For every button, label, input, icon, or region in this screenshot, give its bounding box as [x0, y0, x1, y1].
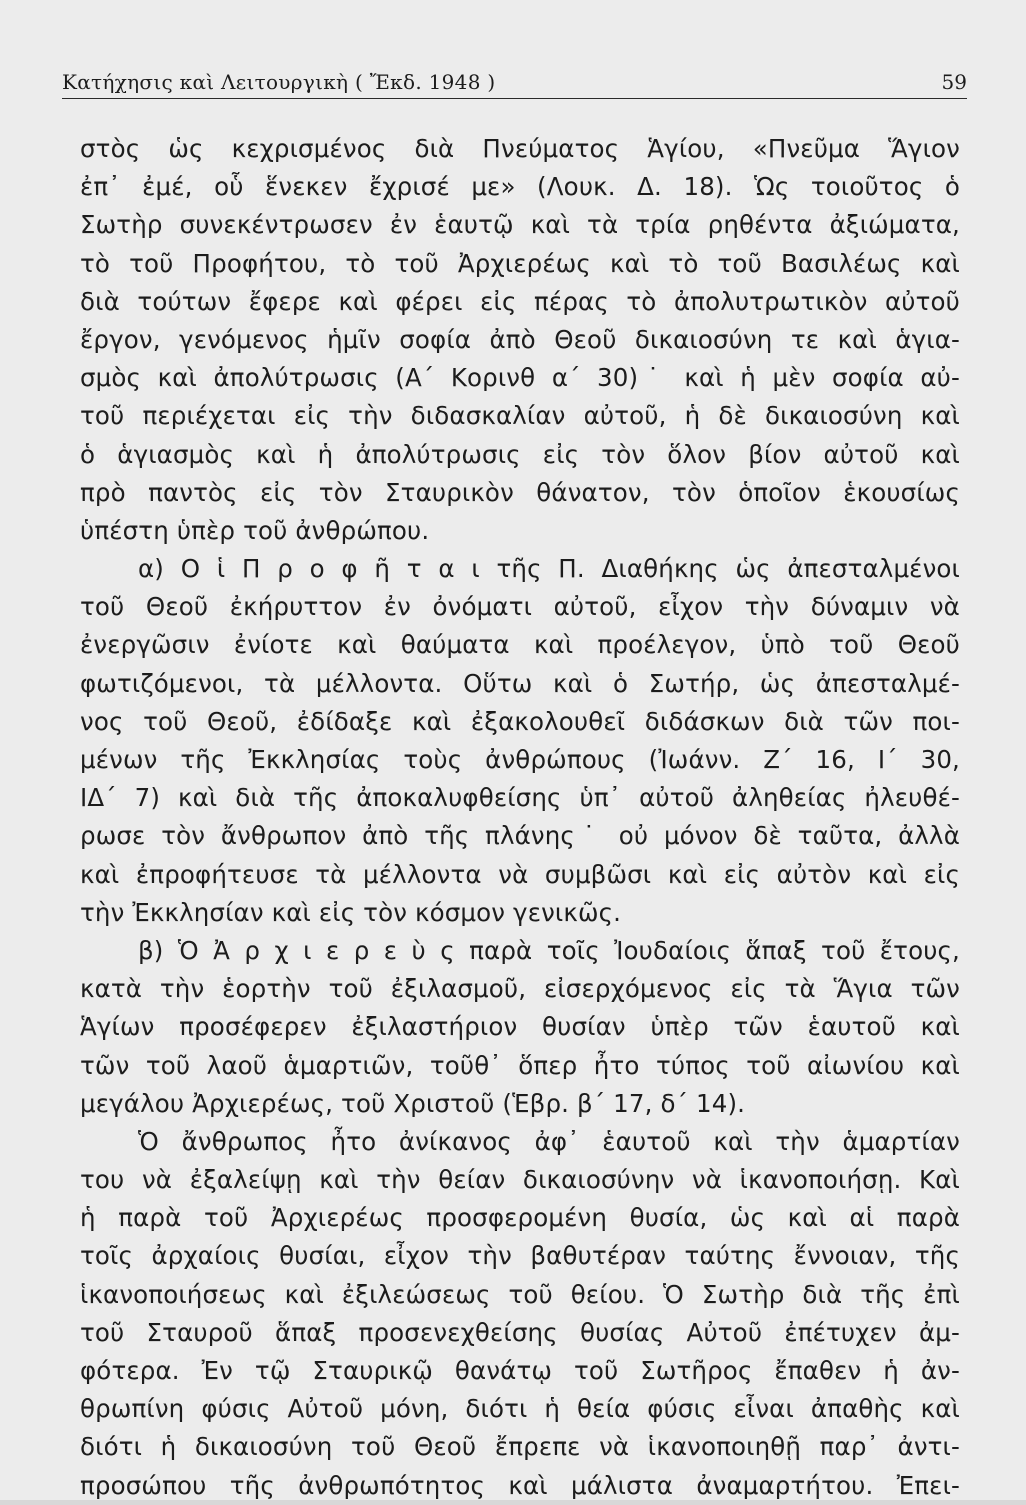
text-line: ἡ παρὰ τοῦ Ἀρχιερέως προσφερομένη θυσία, ὡς καὶ αἱ παρὰ [80, 1203, 960, 1233]
text-line: α) Ο ἱ Π ρ ο φ ῆ τ α ι τῆς Π. Διαθήκης ὡς ἀπεσταλμένοι [138, 554, 960, 584]
text-line: κατὰ τὴν ἑορτὴν τοῦ ἐξιλασμοῦ, εἰσερχόμενος εἰς τὰ Ἅγια τῶν [80, 974, 960, 1004]
text-line: τῶν τοῦ λαοῦ ἁμαρτιῶν, τοῦθ᾽ ὅπερ ἦτο τύπος τοῦ αἰωνίου καὶ [80, 1050, 960, 1080]
body-text [80, 130, 960, 1505]
text-line: ρωσε τὸν ἄνθρωπον ἀπὸ τῆς πλάνης˙ οὐ μόνον δὲ ταῦτα, ἀλλὰ [80, 821, 960, 851]
text-line: ἐπ᾽ ἐμέ, οὗ ἕνεκεν ἔχρισέ με» (Λουκ. Δ. 18). Ὡς τοιοῦτος ὁ [80, 172, 960, 202]
text-line: θρωπίνη φύσις Αὐτοῦ μόνη, διότι ἡ θεία φύσις εἶναι ἀπαθὴς καὶ [80, 1394, 960, 1424]
text-line: φότερα. Ἐν τῷ Σταυρικῷ θανάτῳ τοῦ Σωτῆρος ἔπαθεν ἡ ἀν- [80, 1356, 960, 1385]
text-line: μένων τῆς Ἐκκλησίας τοὺς ἀνθρώπους (Ἰωάνν. Ζ΄ 16, Ι΄ 30, [80, 745, 960, 774]
text-line: β) Ὁ Ἀ ρ χ ι ε ρ ε ὺ ς παρὰ τοῖς Ἰουδαίοις ἅπαξ τοῦ ἔτους, [138, 935, 960, 965]
text-line: προσώπου τῆς ἀνθρωπότητος καὶ μάλιστα ἀναμαρτήτου. Ἐπει- [80, 1470, 960, 1500]
text-line: τοῦ περιέχεται εἰς τὴν διδασκαλίαν αὐτοῦ, ἡ δὲ δικαιοσύνη καὶ [80, 401, 960, 431]
text-line: σμὸς καὶ ἀπολύτρωσις (Α΄ Κορινθ α΄ 30)˙ καὶ ἡ μὲν σοφία αὐ- [80, 363, 960, 393]
text-line: ἐνεργῶσιν ἐνίοτε καὶ θαύματα καὶ προέλεγον, ὑπὸ τοῦ Θεοῦ [80, 630, 960, 660]
text-line: τοῦ Σταυροῦ ἅπαξ προσενεχθείσης θυσίας Αὐτοῦ ἐπέτυχεν ἀμ- [80, 1317, 960, 1347]
page-number: 59 [941, 70, 967, 94]
text-line: τοῖς ἀρχαίοις θυσίαι, εἶχον τὴν βαθυτέραν ταύτης ἔννοιαν, τῆς [80, 1241, 960, 1271]
running-title: Κατήχησις καὶ Λειτουργικὴ ( Ἔκδ. 1948 ) [62, 70, 496, 94]
text-line: τὸ τοῦ Προφήτου, τὸ τοῦ Ἀρχιερέως καὶ τὸ τοῦ Βασιλέως καὶ [80, 248, 960, 278]
text-line: Ἁγίων προσέφερεν ἐξιλαστήριον θυσίαν ὑπὲρ τῶν ἑαυτοῦ καὶ [80, 1012, 960, 1042]
text-line: τοῦ Θεοῦ ἐκήρυττον ἐν ὀνόματι αὐτοῦ, εἶχον τὴν δύναμιν νὰ [80, 592, 960, 622]
text-line: φωτιζόμενοι, τὰ μέλλοντα. Οὕτω καὶ ὁ Σωτήρ, ὡς ἀπεσταλμέ- [80, 668, 960, 698]
text-line: διὰ τούτων ἔφερε καὶ φέρει εἰς πέρας τὸ ἀπολυτρωτικὸν αὐτοῦ [80, 286, 960, 316]
text-line: του νὰ ἐξαλείψῃ καὶ τὴν θείαν δικαιοσύνην νὰ ἱκανοποιήσῃ. Καὶ [80, 1165, 960, 1195]
text-line: νος τοῦ Θεοῦ, ἐδίδαξε καὶ ἐξακολουθεῖ διδάσκων διὰ τῶν ποι- [80, 706, 960, 736]
text-line: ὑπέστη ὑπὲρ τοῦ ἀνθρώπου. [80, 515, 430, 545]
text-line: πρὸ παντὸς εἰς τὸν Σταυρικὸν θάνατον, τὸν ὁποῖον ἑκουσίως [80, 477, 960, 507]
text-line: ἱκανοποιήσεως καὶ ἐξιλεώσεως τοῦ θείου. Ὁ Σωτὴρ διὰ τῆς ἐπὶ [80, 1279, 960, 1309]
text-line: μεγάλου Ἀρχιερέως, τοῦ Χριστοῦ (Ἑβρ. β΄ 17, δ΄ 14). [80, 1088, 746, 1118]
text-line: Ὁ ἄνθρωπος ἦτο ἀνίκανος ἀφ᾽ ἑαυτοῦ καὶ τὴν ἁμαρτίαν [138, 1126, 960, 1156]
text-line: στὸς ὡς κεχρισμένος διὰ Πνεύματος Ἁγίου, «Πνεῦμα Ἅγιον [80, 134, 960, 163]
text-line: διότι ἡ δικαιοσύνη τοῦ Θεοῦ ἔπρεπε νὰ ἱκανοποιηθῇ παρ᾽ ἀντι- [80, 1432, 960, 1462]
page-header [62, 66, 967, 99]
text-line: καὶ ἐπροφήτευσε τὰ μέλλοντα νὰ συμβῶσι καὶ εἰς αὐτὸν καὶ εἰς [80, 859, 960, 889]
text-line: Σωτὴρ συνεκέντρωσεν ἐν ἑαυτῷ καὶ τὰ τρία ρηθέντα ἀξιώματα, [80, 210, 960, 240]
text-line: τὴν Ἐκκλησίαν καὶ εἰς τὸν κόσμον γενικῶς. [80, 897, 622, 927]
text-line: ΙΔ΄ 7) καὶ διὰ τῆς ἀποκαλυφθείσης ὑπ᾽ αὐτοῦ ἀληθείας ἠλευθέ- [80, 783, 960, 813]
text-line: ὁ ἁγιασμὸς καὶ ἡ ἀπολύτρωσις εἰς τὸν ὅλον βίον αὐτοῦ καὶ [80, 439, 960, 469]
text-line: ἔργον, γενόμενος ἡμῖν σοφία ἀπὸ Θεοῦ δικαιοσύνη τε καὶ ἁγια- [80, 324, 960, 354]
